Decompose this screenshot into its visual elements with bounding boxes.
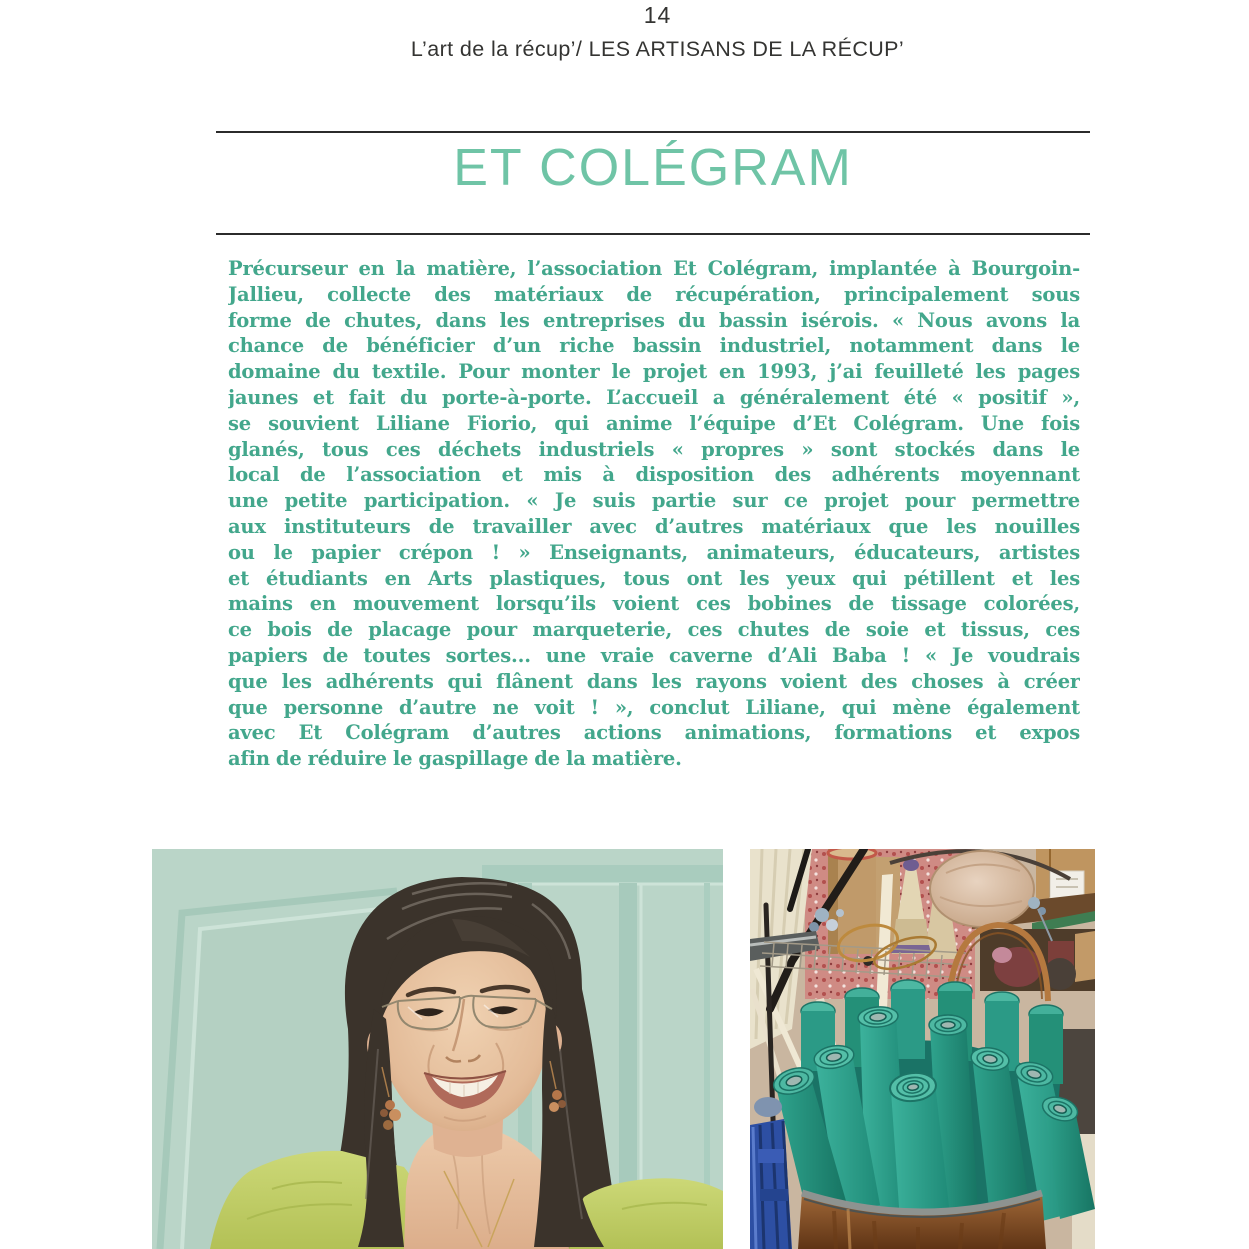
title-rule-bottom bbox=[216, 233, 1090, 235]
paragraph-line: afin de réduire le gaspillage de la matière. bbox=[228, 747, 682, 771]
title-rule-top bbox=[216, 131, 1090, 133]
portrait-photo bbox=[152, 849, 723, 1249]
paragraph-line: local de l’association et mis à disposition des adhérents moyennant bbox=[228, 463, 1080, 487]
paragraph-line: domaine du textile. Pour monter le projet en 1993, j’ai feuilleté les pages bbox=[228, 360, 1080, 384]
paragraph-line: glanés, tous ces déchets industriels « propres » sont stockés dans le bbox=[228, 437, 1080, 461]
rolls-illustration bbox=[750, 849, 1095, 1249]
page-number: 14 bbox=[643, 2, 672, 28]
paragraph-line: et étudiants en Arts plastiques, tous ont les yeux qui pétillent et les bbox=[228, 566, 1080, 590]
paragraph-line: forme de chutes, dans les entreprises du bassin isérois. « Nous avons la bbox=[228, 308, 1080, 332]
article-title: ET COLÉGRAM bbox=[453, 139, 853, 197]
paragraph-line: ou le papier crépon ! » Enseignants, animateurs, éducateurs, artistes bbox=[228, 540, 1080, 564]
paragraph-line: jaunes et fait du porte-à-porte. L’accueil a généralement été « positif », bbox=[228, 385, 1080, 409]
paragraph-line: se souvient Liliane Fiorio, qui anime l’équipe d’Et Colégram. Une fois bbox=[228, 411, 1080, 435]
running-header: L’art de la récup’/ LES ARTISANS DE LA RÉCUP’ bbox=[410, 37, 905, 61]
paragraph-line: Jallieu, collecte des matériaux de récupération, principalement sous bbox=[228, 282, 1080, 306]
paragraph-line: chance de bénéficier d’un riche bassin industriel, notamment dans le bbox=[228, 334, 1080, 358]
paragraph-line: que personne d’autre ne voit ! », conclut Liliane, qui mène également bbox=[228, 695, 1080, 719]
paragraph-line: une petite participation. « Je suis partie sur ce projet pour permettre bbox=[228, 489, 1080, 513]
article-paragraph bbox=[228, 256, 1080, 772]
paragraph-line: ce bois de placage pour marqueterie, ces chutes de soie et tissus, ces bbox=[228, 618, 1080, 642]
paragraph-line: mains en mouvement lorsqu’ils voient ces bobines de tissage colorées, bbox=[228, 592, 1080, 616]
paragraph-line: Précurseur en la matière, l’association Et Colégram, implantée à Bourgoin- bbox=[228, 257, 1080, 280]
paragraph-line: avec Et Colégram d’autres actions animations, formations et expos bbox=[228, 721, 1080, 745]
paragraph-line: aux instituteurs de travailler avec d’autres matériaux que les nouilles bbox=[228, 514, 1080, 538]
portrait-illustration bbox=[152, 849, 723, 1249]
rolls-photo bbox=[750, 849, 1095, 1249]
paragraph-line: que les adhérents qui flânent dans les rayons voient des choses à créer bbox=[228, 669, 1080, 693]
paragraph-line: papiers de toutes sortes... une vraie caverne d’Ali Baba ! « Je voudrais bbox=[228, 643, 1080, 667]
